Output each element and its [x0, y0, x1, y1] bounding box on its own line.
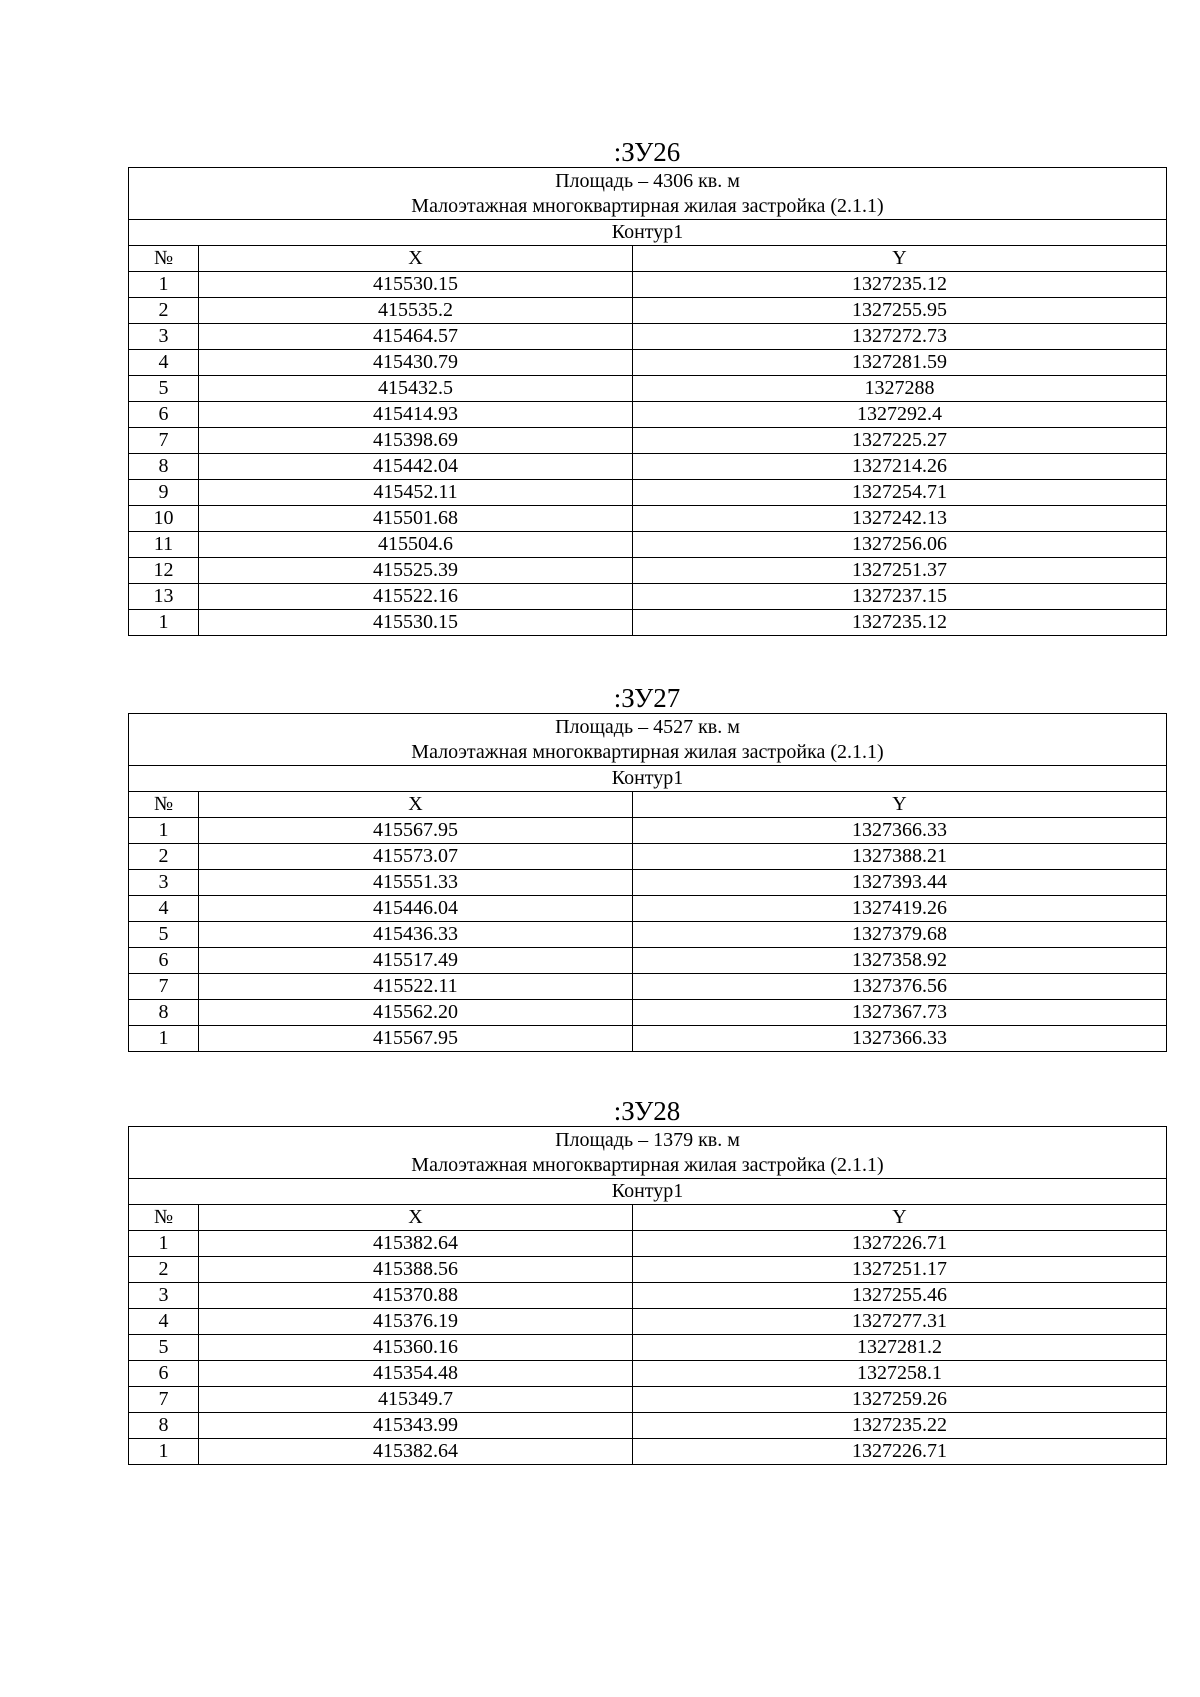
coordinate-x: 415398.69 — [199, 428, 633, 454]
coordinate-x: 415464.57 — [199, 324, 633, 350]
point-number: 8 — [129, 1413, 199, 1439]
table-row — [129, 844, 1167, 870]
column-header-number: № — [129, 792, 199, 818]
point-number: 2 — [129, 298, 199, 324]
point-number: 9 — [129, 480, 199, 506]
contour-row — [129, 1179, 1167, 1205]
coordinate-x: 415562.20 — [199, 1000, 633, 1026]
column-header-number: № — [129, 1205, 199, 1231]
coordinate-y: 1327358.92 — [633, 948, 1167, 974]
coordinates-table — [128, 1126, 1167, 1465]
plot-area: Площадь – 4527 кв. м — [555, 715, 740, 738]
coordinate-x: 415446.04 — [199, 896, 633, 922]
coordinate-x: 415522.16 — [199, 584, 633, 610]
coordinate-x: 415567.95 — [199, 818, 633, 844]
point-number: 1 — [129, 1439, 199, 1465]
column-header-number: № — [129, 246, 199, 272]
point-number: 5 — [129, 376, 199, 402]
table-row — [129, 922, 1167, 948]
table-row — [129, 818, 1167, 844]
coordinate-x: 415535.2 — [199, 298, 633, 324]
table-row — [129, 376, 1167, 402]
table-row — [129, 480, 1167, 506]
coordinate-x: 415525.39 — [199, 558, 633, 584]
plot-land-use: Малоэтажная многоквартирная жилая застройка (2.1.1) — [411, 194, 884, 217]
coordinate-y: 1327226.71 — [633, 1439, 1167, 1465]
column-header-x: X — [199, 246, 633, 272]
table-header-row — [129, 714, 1167, 766]
point-number: 2 — [129, 1257, 199, 1283]
point-number: 1 — [129, 818, 199, 844]
coordinate-y: 1327393.44 — [633, 870, 1167, 896]
table-row — [129, 1283, 1167, 1309]
point-number: 8 — [129, 454, 199, 480]
coordinate-y: 1327272.73 — [633, 324, 1167, 350]
table-row — [129, 1231, 1167, 1257]
coordinate-y: 1327376.56 — [633, 974, 1167, 1000]
point-number: 3 — [129, 870, 199, 896]
table-row — [129, 428, 1167, 454]
coordinate-y: 1327281.59 — [633, 350, 1167, 376]
table-row — [129, 272, 1167, 298]
table-row — [129, 350, 1167, 376]
table-row — [129, 532, 1167, 558]
coordinate-y: 1327292.4 — [633, 402, 1167, 428]
column-header-row — [129, 246, 1167, 272]
column-header-x: X — [199, 1205, 633, 1231]
column-header-row — [129, 1205, 1167, 1231]
point-number: 5 — [129, 1335, 199, 1361]
contour-label: Контур1 — [129, 766, 1167, 792]
table-row — [129, 1335, 1167, 1361]
coordinate-x: 415436.33 — [199, 922, 633, 948]
table-row — [129, 1387, 1167, 1413]
coordinate-y: 1327258.1 — [633, 1361, 1167, 1387]
plot-info-cell — [129, 168, 1167, 220]
coordinate-y: 1327235.12 — [633, 610, 1167, 636]
coordinate-x: 415432.5 — [199, 376, 633, 402]
table-row — [129, 1361, 1167, 1387]
table-row — [129, 610, 1167, 636]
table-row — [129, 506, 1167, 532]
contour-row — [129, 220, 1167, 246]
column-header-y: Y — [633, 1205, 1167, 1231]
coordinate-y: 1327226.71 — [633, 1231, 1167, 1257]
land-plot-block — [128, 1096, 1166, 1465]
coordinate-y: 1327367.73 — [633, 1000, 1167, 1026]
coordinate-y: 1327366.33 — [633, 1026, 1167, 1052]
plot-info-cell — [129, 714, 1167, 766]
coordinate-x: 415343.99 — [199, 1413, 633, 1439]
coordinate-x: 415530.15 — [199, 272, 633, 298]
coordinate-y: 1327288 — [633, 376, 1167, 402]
point-number: 5 — [129, 922, 199, 948]
plot-info-cell — [129, 1127, 1167, 1179]
coordinate-y: 1327379.68 — [633, 922, 1167, 948]
point-number: 13 — [129, 584, 199, 610]
table-row — [129, 1439, 1167, 1465]
point-number: 3 — [129, 324, 199, 350]
point-number: 1 — [129, 1026, 199, 1052]
point-number: 6 — [129, 948, 199, 974]
coordinate-y: 1327235.22 — [633, 1413, 1167, 1439]
coordinate-y: 1327235.12 — [633, 272, 1167, 298]
table-row — [129, 584, 1167, 610]
coordinate-y: 1327281.2 — [633, 1335, 1167, 1361]
coordinates-table — [128, 713, 1167, 1052]
column-header-x: X — [199, 792, 633, 818]
plot-title: :ЗУ28 — [613, 1096, 681, 1126]
table-row — [129, 558, 1167, 584]
point-number: 10 — [129, 506, 199, 532]
point-number: 7 — [129, 1387, 199, 1413]
coordinate-y: 1327255.95 — [633, 298, 1167, 324]
coordinate-y: 1327214.26 — [633, 454, 1167, 480]
table-row — [129, 298, 1167, 324]
plot-land-use: Малоэтажная многоквартирная жилая застройка (2.1.1) — [411, 740, 884, 763]
coordinate-x: 415573.07 — [199, 844, 633, 870]
contour-label: Контур1 — [129, 1179, 1167, 1205]
coordinate-x: 415349.7 — [199, 1387, 633, 1413]
land-plot-block — [128, 137, 1166, 636]
coordinate-x: 415370.88 — [199, 1283, 633, 1309]
coordinate-y: 1327251.37 — [633, 558, 1167, 584]
table-row — [129, 324, 1167, 350]
point-number: 2 — [129, 844, 199, 870]
coordinate-x: 415430.79 — [199, 350, 633, 376]
column-header-row — [129, 792, 1167, 818]
coordinate-x: 415360.16 — [199, 1335, 633, 1361]
point-number: 6 — [129, 402, 199, 428]
column-header-y: Y — [633, 246, 1167, 272]
coordinate-x: 415530.15 — [199, 610, 633, 636]
plot-land-use: Малоэтажная многоквартирная жилая застройка (2.1.1) — [411, 1153, 884, 1176]
table-header-row — [129, 1127, 1167, 1179]
coordinate-x: 415551.33 — [199, 870, 633, 896]
point-number: 7 — [129, 974, 199, 1000]
coordinate-x: 415522.11 — [199, 974, 633, 1000]
point-number: 3 — [129, 1283, 199, 1309]
plot-title: :ЗУ27 — [613, 683, 681, 713]
table-row — [129, 1026, 1167, 1052]
coordinate-y: 1327256.06 — [633, 532, 1167, 558]
coordinate-y: 1327277.31 — [633, 1309, 1167, 1335]
coordinate-x: 415452.11 — [199, 480, 633, 506]
point-number: 4 — [129, 896, 199, 922]
plot-area: Площадь – 4306 кв. м — [555, 169, 740, 192]
point-number: 7 — [129, 428, 199, 454]
coordinate-x: 415354.48 — [199, 1361, 633, 1387]
coordinate-x: 415517.49 — [199, 948, 633, 974]
point-number: 12 — [129, 558, 199, 584]
table-row — [129, 1000, 1167, 1026]
coordinate-x: 415501.68 — [199, 506, 633, 532]
table-row — [129, 870, 1167, 896]
coordinate-y: 1327237.15 — [633, 584, 1167, 610]
coordinate-x: 415442.04 — [199, 454, 633, 480]
coordinate-y: 1327259.26 — [633, 1387, 1167, 1413]
point-number: 1 — [129, 272, 199, 298]
coordinate-x: 415376.19 — [199, 1309, 633, 1335]
table-row — [129, 948, 1167, 974]
table-row — [129, 454, 1167, 480]
coordinate-x: 415504.6 — [199, 532, 633, 558]
point-number: 11 — [129, 532, 199, 558]
point-number: 1 — [129, 610, 199, 636]
coordinate-y: 1327242.13 — [633, 506, 1167, 532]
coordinate-x: 415382.64 — [199, 1231, 633, 1257]
column-header-y: Y — [633, 792, 1167, 818]
table-header-row — [129, 168, 1167, 220]
coordinate-y: 1327366.33 — [633, 818, 1167, 844]
coordinate-y: 1327255.46 — [633, 1283, 1167, 1309]
plot-title: :ЗУ26 — [613, 137, 681, 167]
table-row — [129, 1309, 1167, 1335]
plot-area: Площадь – 1379 кв. м — [555, 1128, 740, 1151]
table-row — [129, 896, 1167, 922]
coordinate-x: 415414.93 — [199, 402, 633, 428]
point-number: 6 — [129, 1361, 199, 1387]
coordinate-y: 1327388.21 — [633, 844, 1167, 870]
coordinate-x: 415382.64 — [199, 1439, 633, 1465]
point-number: 4 — [129, 350, 199, 376]
coordinate-y: 1327225.27 — [633, 428, 1167, 454]
coordinate-y: 1327251.17 — [633, 1257, 1167, 1283]
table-row — [129, 1257, 1167, 1283]
coordinates-table — [128, 167, 1167, 636]
point-number: 1 — [129, 1231, 199, 1257]
point-number: 4 — [129, 1309, 199, 1335]
land-plot-block — [128, 683, 1166, 1052]
table-row — [129, 402, 1167, 428]
contour-label: Контур1 — [129, 220, 1167, 246]
coordinate-x: 415567.95 — [199, 1026, 633, 1052]
coordinate-y: 1327419.26 — [633, 896, 1167, 922]
table-row — [129, 1413, 1167, 1439]
contour-row — [129, 766, 1167, 792]
coordinate-y: 1327254.71 — [633, 480, 1167, 506]
coordinate-x: 415388.56 — [199, 1257, 633, 1283]
point-number: 8 — [129, 1000, 199, 1026]
table-row — [129, 974, 1167, 1000]
